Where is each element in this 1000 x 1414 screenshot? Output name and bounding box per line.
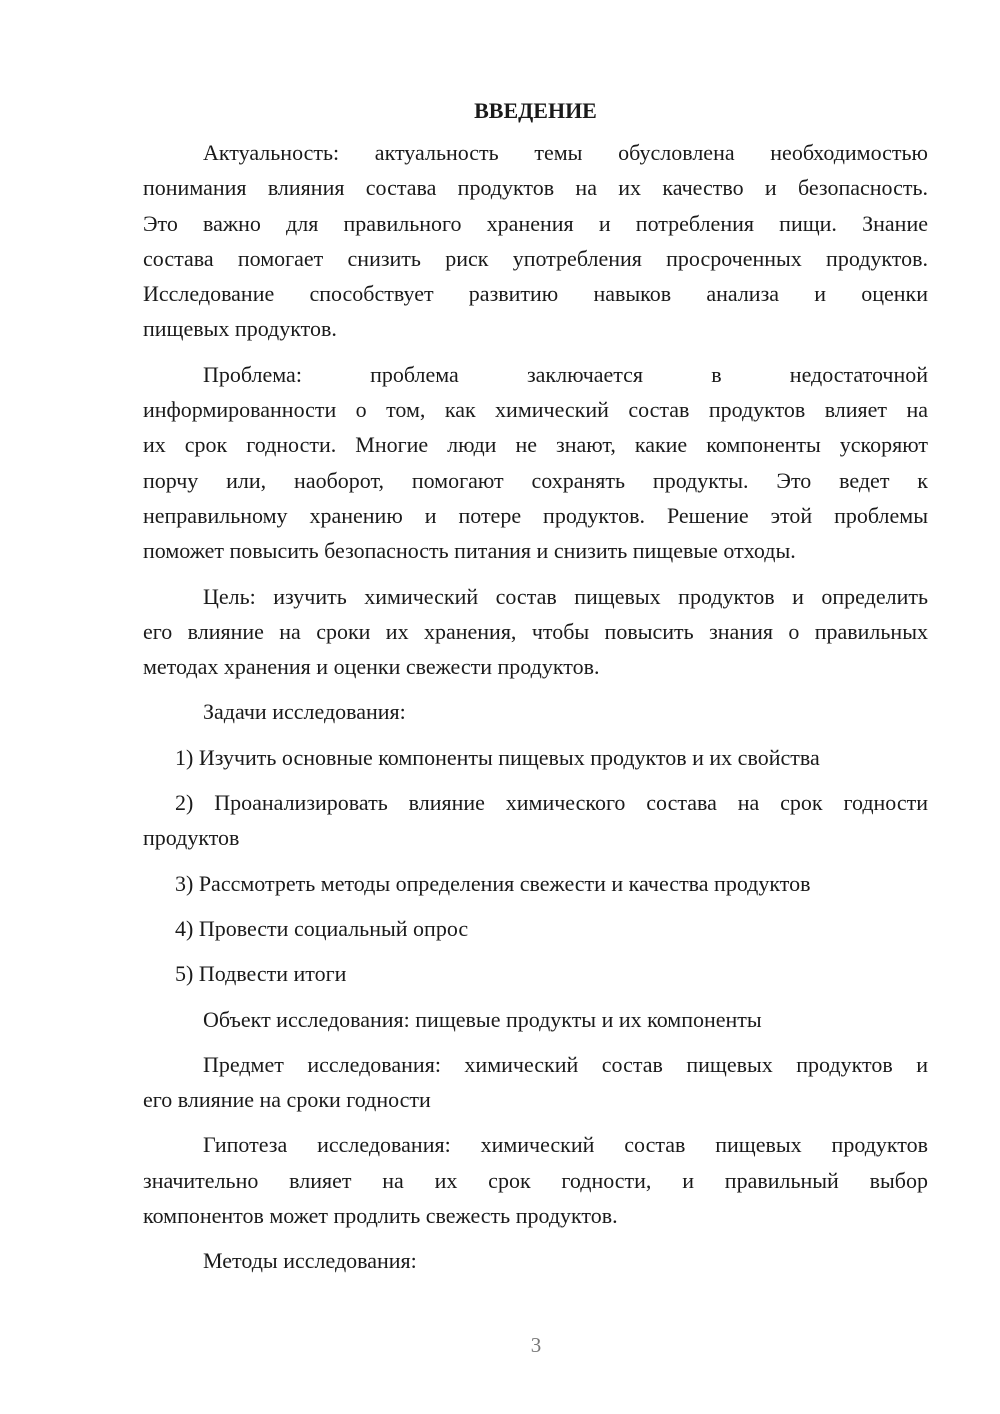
section-title: ВВЕДЕНИЕ — [474, 98, 597, 123]
hypothesis-paragraph — [143, 1127, 928, 1233]
text-line: Методы исследования: — [203, 1248, 417, 1274]
text-line: 4) Провести социальный опрос — [175, 915, 469, 941]
task-item-2 — [143, 785, 928, 856]
object-paragraph — [143, 1002, 928, 1037]
text-line: Цель: изучить химический состав пищевых продуктов и определить — [203, 583, 928, 609]
task-item-3 — [143, 866, 928, 901]
goal-paragraph — [143, 579, 928, 685]
task-item-4 — [143, 911, 928, 946]
task-item-5 — [143, 956, 928, 991]
subject-paragraph — [143, 1047, 928, 1118]
text-line: Актуальность: актуальность темы обусловлена необходимостью — [203, 140, 928, 165]
text-line: их срок годности. Многие люди не знают, какие компоненты ускоряют — [143, 432, 928, 458]
text-line: Предмет исследования: химический состав пищевых продуктов и — [203, 1051, 928, 1077]
text-line: понимания влияния состава продуктов на их качество и безопасность. — [143, 175, 928, 201]
page-content — [143, 96, 928, 1289]
text-line: Это важно для правильного хранения и потребления пищи. Знание — [143, 210, 928, 236]
text-line: 5) Подвести итоги — [175, 961, 347, 987]
text-line: компонентов может продлить свежесть продуктов. — [143, 1203, 618, 1229]
text-line: Исследование способствует развитию навыков анализа и оценки — [143, 281, 928, 307]
text-line: Гипотеза исследования: химический состав пищевых продуктов — [203, 1132, 928, 1158]
page-number: 3 — [530, 1333, 542, 1357]
text-line: информированности о том, как химический состав продуктов влияет на — [143, 397, 928, 423]
text-line: поможет повысить безопасность питания и снизить пищевые отходы. — [143, 538, 796, 564]
text-line: его влияние на сроки их хранения, чтобы повысить знания о правильных — [143, 618, 928, 644]
text-line: состава помогает снизить риск употребления просроченных продуктов. — [143, 245, 928, 271]
text-line: 2) Проанализировать влияние химического состава на срок годности — [175, 790, 928, 816]
text-line: Задачи исследования: — [203, 699, 406, 725]
text-line: 3) Рассмотреть методы определения свежести и качества продуктов — [175, 870, 811, 896]
text-line: значительно влияет на их срок годности, и правильный выбор — [143, 1167, 928, 1193]
text-line: порчу или, наоборот, помогают сохранять продукты. Это ведет к — [143, 467, 928, 493]
problem-paragraph — [143, 357, 928, 569]
text-line: методах хранения и оценки свежести продуктов. — [143, 654, 600, 680]
text-line: его влияние на сроки годности — [143, 1087, 431, 1113]
tasks-heading — [143, 694, 928, 729]
text-line: пищевых продуктов. — [143, 316, 337, 342]
methods-heading — [143, 1243, 928, 1278]
text-line: Проблема: проблема заключается в недостаточной — [203, 361, 928, 387]
text-line: Объект исследования: пищевые продукты и их компоненты — [203, 1006, 762, 1032]
relevance-paragraph — [143, 135, 928, 347]
text-line: 1) Изучить основные компоненты пищевых продуктов и их свойства — [175, 744, 820, 770]
text-line: продуктов — [143, 825, 240, 851]
text-line: неправильному хранению и потере продуктов. Решение этой проблемы — [143, 502, 928, 528]
task-item-1 — [143, 740, 928, 775]
